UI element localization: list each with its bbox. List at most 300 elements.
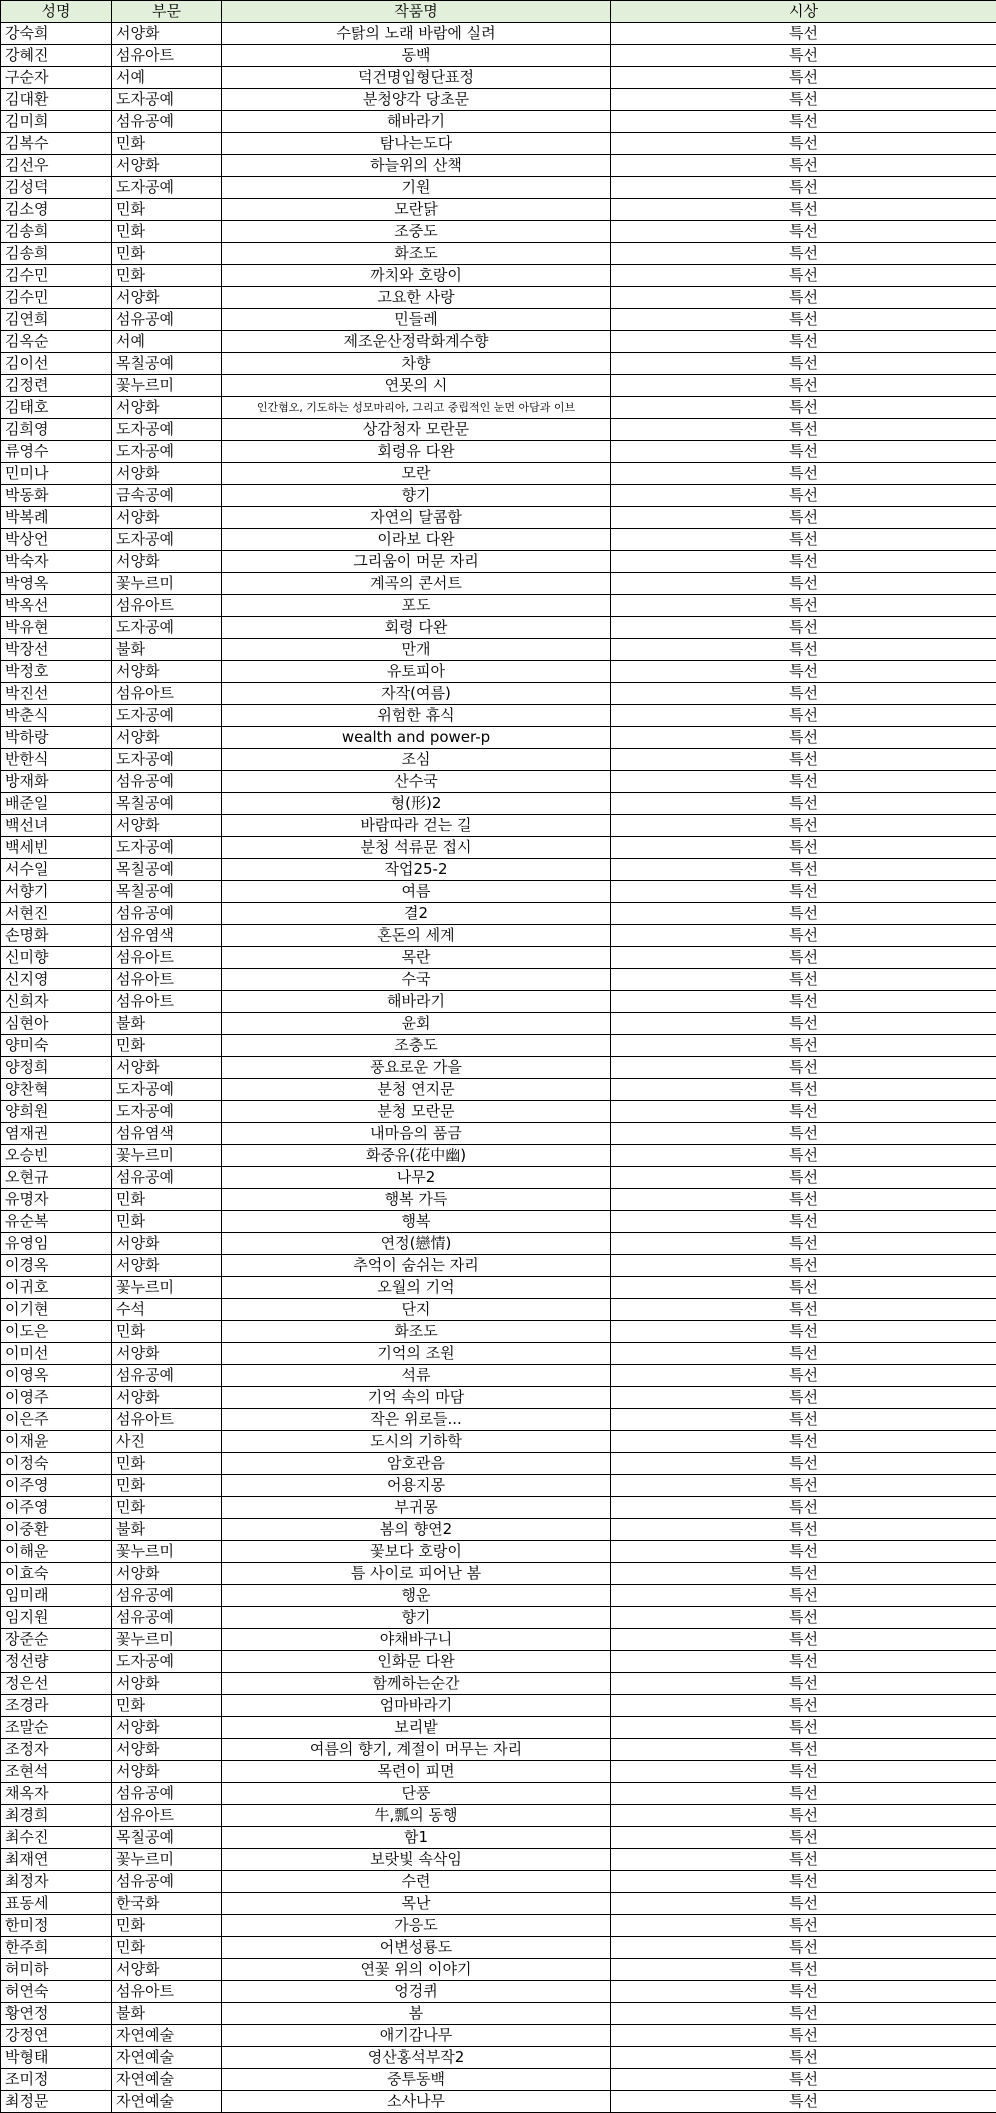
cell-category[interactable]: 한국화 [112, 1893, 222, 1915]
cell-award[interactable]: 특선 [611, 1321, 996, 1343]
cell-title[interactable]: 민들레 [222, 309, 611, 331]
cell-title[interactable]: 나무2 [222, 1167, 611, 1189]
cell-award[interactable]: 특선 [611, 1893, 996, 1915]
cell-category[interactable]: 민화 [112, 1915, 222, 1937]
cell-award[interactable]: 특선 [611, 45, 996, 67]
cell-category[interactable]: 민화 [112, 265, 222, 287]
cell-award[interactable]: 특선 [611, 683, 996, 705]
cell-title[interactable]: 연꽃 위의 이야기 [222, 1959, 611, 1981]
cell-award[interactable]: 특선 [611, 881, 996, 903]
cell-category[interactable]: 도자공예 [112, 705, 222, 727]
cell-title[interactable]: 기억 속의 마담 [222, 1387, 611, 1409]
cell-award[interactable]: 특선 [611, 287, 996, 309]
cell-award[interactable]: 특선 [611, 1629, 996, 1651]
cell-category[interactable]: 사진 [112, 1431, 222, 1453]
cell-name[interactable]: 김이선 [1, 353, 112, 375]
cell-name[interactable]: 이경옥 [1, 1255, 112, 1277]
cell-award[interactable]: 특선 [611, 1277, 996, 1299]
cell-category[interactable]: 꽃누르미 [112, 1277, 222, 1299]
cell-category[interactable]: 불화 [112, 1013, 222, 1035]
cell-title[interactable]: 분청양각 당초문 [222, 89, 611, 111]
cell-category[interactable]: 섬유아트 [112, 1409, 222, 1431]
cell-title[interactable]: 함1 [222, 1827, 611, 1849]
cell-name[interactable]: 양정희 [1, 1057, 112, 1079]
cell-award[interactable]: 특선 [611, 1013, 996, 1035]
cell-title[interactable]: 결2 [222, 903, 611, 925]
cell-category[interactable]: 서양화 [112, 1959, 222, 1981]
cell-title[interactable]: 조충도 [222, 1035, 611, 1057]
cell-title[interactable]: 목란 [222, 947, 611, 969]
cell-name[interactable]: 최정문 [1, 2091, 112, 2113]
cell-name[interactable]: 박하랑 [1, 727, 112, 749]
cell-category[interactable]: 민화 [112, 1189, 222, 1211]
cell-category[interactable]: 섬유공예 [112, 111, 222, 133]
cell-category[interactable]: 꽃누르미 [112, 1541, 222, 1563]
cell-name[interactable]: 김수민 [1, 287, 112, 309]
cell-name[interactable]: 이미선 [1, 1343, 112, 1365]
cell-name[interactable]: 황연정 [1, 2003, 112, 2025]
cell-category[interactable]: 섬유아트 [112, 969, 222, 991]
cell-name[interactable]: 정선량 [1, 1651, 112, 1673]
cell-title[interactable]: 수탉의 노래 바람에 실려 [222, 23, 611, 45]
cell-award[interactable]: 특선 [611, 2091, 996, 2113]
cell-name[interactable]: 이효숙 [1, 1563, 112, 1585]
cell-title[interactable]: 암호관음 [222, 1453, 611, 1475]
cell-title[interactable]: 이라보 다완 [222, 529, 611, 551]
header-name[interactable]: 성명 [1, 1, 112, 23]
cell-category[interactable]: 목칠공예 [112, 881, 222, 903]
cell-name[interactable]: 신미향 [1, 947, 112, 969]
cell-award[interactable]: 특선 [611, 485, 996, 507]
cell-category[interactable]: 민화 [112, 1695, 222, 1717]
cell-award[interactable]: 특선 [611, 2047, 996, 2069]
cell-award[interactable]: 특선 [611, 1453, 996, 1475]
cell-title[interactable]: 인간혐오, 기도하는 성모마리아, 그리고 중립적인 눈먼 아담과 이브 [222, 397, 611, 419]
cell-title[interactable]: 애기감나무 [222, 2025, 611, 2047]
cell-category[interactable]: 민화 [112, 1211, 222, 1233]
cell-name[interactable]: 오승빈 [1, 1145, 112, 1167]
cell-category[interactable]: 불화 [112, 2003, 222, 2025]
cell-award[interactable]: 특선 [611, 199, 996, 221]
cell-category[interactable]: 섬유아트 [112, 991, 222, 1013]
cell-name[interactable]: 이해운 [1, 1541, 112, 1563]
cell-title[interactable]: 작업25-2 [222, 859, 611, 881]
cell-title[interactable]: 유토피아 [222, 661, 611, 683]
cell-name[interactable]: 민미나 [1, 463, 112, 485]
cell-name[interactable]: 김희영 [1, 419, 112, 441]
cell-title[interactable]: 분청 석류문 접시 [222, 837, 611, 859]
cell-name[interactable]: 백선녀 [1, 815, 112, 837]
cell-name[interactable]: 신희자 [1, 991, 112, 1013]
cell-name[interactable]: 최경희 [1, 1805, 112, 1827]
cell-award[interactable]: 특선 [611, 1233, 996, 1255]
cell-category[interactable]: 목칠공예 [112, 793, 222, 815]
cell-name[interactable]: 심현아 [1, 1013, 112, 1035]
cell-name[interactable]: 이주영 [1, 1497, 112, 1519]
cell-name[interactable]: 조말순 [1, 1717, 112, 1739]
cell-title[interactable]: 만개 [222, 639, 611, 661]
cell-title[interactable]: 풍요로운 가을 [222, 1057, 611, 1079]
cell-category[interactable]: 섬유아트 [112, 947, 222, 969]
cell-name[interactable]: 양찬혁 [1, 1079, 112, 1101]
cell-title[interactable]: 기원 [222, 177, 611, 199]
cell-title[interactable]: 행복 [222, 1211, 611, 1233]
cell-name[interactable]: 김수민 [1, 265, 112, 287]
cell-title[interactable]: 내마음의 품금 [222, 1123, 611, 1145]
cell-title[interactable]: 형(形)2 [222, 793, 611, 815]
cell-category[interactable]: 서양화 [112, 1387, 222, 1409]
cell-name[interactable]: 신지영 [1, 969, 112, 991]
cell-award[interactable]: 특선 [611, 595, 996, 617]
cell-name[interactable]: 박영옥 [1, 573, 112, 595]
cell-name[interactable]: 허미하 [1, 1959, 112, 1981]
cell-title[interactable]: 까치와 호랑이 [222, 265, 611, 287]
cell-award[interactable]: 특선 [611, 265, 996, 287]
cell-name[interactable]: 한주희 [1, 1937, 112, 1959]
cell-name[interactable]: 박옥선 [1, 595, 112, 617]
cell-title[interactable]: 분청 연지문 [222, 1079, 611, 1101]
cell-title[interactable]: 엉겅퀴 [222, 1981, 611, 2003]
cell-name[interactable]: 양미숙 [1, 1035, 112, 1057]
cell-title[interactable]: 목난 [222, 1893, 611, 1915]
cell-title[interactable]: 인화문 다완 [222, 1651, 611, 1673]
cell-category[interactable]: 도자공예 [112, 1101, 222, 1123]
cell-category[interactable]: 서양화 [112, 287, 222, 309]
cell-category[interactable]: 서양화 [112, 507, 222, 529]
cell-category[interactable]: 섬유염색 [112, 1123, 222, 1145]
cell-name[interactable]: 김미희 [1, 111, 112, 133]
cell-award[interactable]: 특선 [611, 1849, 996, 1871]
cell-name[interactable]: 임미래 [1, 1585, 112, 1607]
cell-name[interactable]: 이귀호 [1, 1277, 112, 1299]
cell-category[interactable]: 섬유공예 [112, 309, 222, 331]
cell-award[interactable]: 특선 [611, 1299, 996, 1321]
cell-award[interactable]: 특선 [611, 2069, 996, 2091]
cell-category[interactable]: 서양화 [112, 397, 222, 419]
cell-category[interactable]: 도자공예 [112, 1079, 222, 1101]
cell-award[interactable]: 특선 [611, 551, 996, 573]
cell-name[interactable]: 손명화 [1, 925, 112, 947]
cell-name[interactable]: 이정숙 [1, 1453, 112, 1475]
cell-category[interactable]: 서양화 [112, 1761, 222, 1783]
cell-award[interactable]: 특선 [611, 1057, 996, 1079]
cell-award[interactable]: 특선 [611, 23, 996, 45]
cell-category[interactable]: 서양화 [112, 1057, 222, 1079]
cell-name[interactable]: 유명자 [1, 1189, 112, 1211]
cell-award[interactable]: 특선 [611, 1145, 996, 1167]
cell-category[interactable]: 수석 [112, 1299, 222, 1321]
cell-award[interactable]: 특선 [611, 639, 996, 661]
cell-name[interactable]: 김성덕 [1, 177, 112, 199]
cell-award[interactable]: 특선 [611, 397, 996, 419]
cell-name[interactable]: 양희원 [1, 1101, 112, 1123]
cell-title[interactable]: 보랏빛 속삭임 [222, 1849, 611, 1871]
cell-award[interactable]: 특선 [611, 1101, 996, 1123]
cell-title[interactable]: 엄마바라기 [222, 1695, 611, 1717]
cell-category[interactable]: 섬유아트 [112, 1981, 222, 2003]
cell-category[interactable]: 금속공예 [112, 485, 222, 507]
cell-name[interactable]: 박동화 [1, 485, 112, 507]
cell-title[interactable]: 수국 [222, 969, 611, 991]
cell-award[interactable]: 특선 [611, 947, 996, 969]
cell-title[interactable]: 부귀몽 [222, 1497, 611, 1519]
cell-award[interactable]: 특선 [611, 1783, 996, 1805]
cell-name[interactable]: 백세빈 [1, 837, 112, 859]
cell-name[interactable]: 김선우 [1, 155, 112, 177]
cell-category[interactable]: 섬유공예 [112, 1167, 222, 1189]
cell-category[interactable]: 도자공예 [112, 617, 222, 639]
cell-award[interactable]: 특선 [611, 859, 996, 881]
cell-name[interactable]: 박복례 [1, 507, 112, 529]
cell-name[interactable]: 서현진 [1, 903, 112, 925]
cell-category[interactable]: 도자공예 [112, 529, 222, 551]
cell-name[interactable]: 서향기 [1, 881, 112, 903]
cell-award[interactable]: 특선 [611, 1651, 996, 1673]
cell-award[interactable]: 특선 [611, 1541, 996, 1563]
cell-name[interactable]: 박상언 [1, 529, 112, 551]
cell-award[interactable]: 특선 [611, 155, 996, 177]
cell-category[interactable]: 서양화 [112, 1673, 222, 1695]
cell-category[interactable]: 서양화 [112, 1739, 222, 1761]
cell-award[interactable]: 특선 [611, 1673, 996, 1695]
cell-title[interactable]: 어용지몽 [222, 1475, 611, 1497]
cell-award[interactable]: 특선 [611, 353, 996, 375]
cell-award[interactable]: 특선 [611, 1695, 996, 1717]
cell-award[interactable]: 특선 [611, 1959, 996, 1981]
cell-category[interactable]: 불화 [112, 639, 222, 661]
cell-title[interactable]: 덕건명입형단표정 [222, 67, 611, 89]
cell-award[interactable]: 특선 [611, 1475, 996, 1497]
cell-award[interactable]: 특선 [611, 617, 996, 639]
cell-award[interactable]: 특선 [611, 1981, 996, 2003]
cell-name[interactable]: 이은주 [1, 1409, 112, 1431]
cell-name[interactable]: 강혜진 [1, 45, 112, 67]
cell-title[interactable]: 꽃보다 호랑이 [222, 1541, 611, 1563]
cell-award[interactable]: 특선 [611, 1827, 996, 1849]
cell-name[interactable]: 이재윤 [1, 1431, 112, 1453]
cell-name[interactable]: 허연숙 [1, 1981, 112, 2003]
cell-name[interactable]: 김송희 [1, 243, 112, 265]
cell-category[interactable]: 서양화 [112, 1255, 222, 1277]
cell-award[interactable]: 특선 [611, 1343, 996, 1365]
cell-title[interactable]: 해바라기 [222, 111, 611, 133]
cell-award[interactable]: 특선 [611, 1805, 996, 1827]
cell-category[interactable]: 꽃누르미 [112, 375, 222, 397]
cell-title[interactable]: 차향 [222, 353, 611, 375]
cell-title[interactable]: 향기 [222, 1607, 611, 1629]
cell-title[interactable]: 고요한 사랑 [222, 287, 611, 309]
cell-title[interactable]: 바람따라 걷는 길 [222, 815, 611, 837]
cell-title[interactable]: 중투동백 [222, 2069, 611, 2091]
cell-title[interactable]: 봄 [222, 2003, 611, 2025]
cell-title[interactable]: 작은 위로들... [222, 1409, 611, 1431]
cell-name[interactable]: 김복수 [1, 133, 112, 155]
cell-name[interactable]: 박정호 [1, 661, 112, 683]
cell-category[interactable]: 서양화 [112, 1717, 222, 1739]
cell-name[interactable]: 박유현 [1, 617, 112, 639]
cell-title[interactable]: 기억의 조원 [222, 1343, 611, 1365]
cell-category[interactable]: 섬유아트 [112, 683, 222, 705]
cell-award[interactable]: 특선 [611, 1585, 996, 1607]
cell-title[interactable]: 연못의 시 [222, 375, 611, 397]
cell-award[interactable]: 특선 [611, 991, 996, 1013]
cell-category[interactable]: 서양화 [112, 727, 222, 749]
cell-name[interactable]: 김송희 [1, 221, 112, 243]
cell-name[interactable]: 오현규 [1, 1167, 112, 1189]
cell-name[interactable]: 조경라 [1, 1695, 112, 1717]
cell-title[interactable]: 단풍 [222, 1783, 611, 1805]
cell-award[interactable]: 특선 [611, 1607, 996, 1629]
cell-award[interactable]: 특선 [611, 177, 996, 199]
cell-name[interactable]: 임지원 [1, 1607, 112, 1629]
cell-title[interactable]: 도시의 기하학 [222, 1431, 611, 1453]
cell-title[interactable]: 영산홍석부작2 [222, 2047, 611, 2069]
cell-category[interactable]: 섬유아트 [112, 1805, 222, 1827]
cell-title[interactable]: 牛,瓢의 동행 [222, 1805, 611, 1827]
cell-category[interactable]: 자연예술 [112, 2047, 222, 2069]
cell-category[interactable]: 꽃누르미 [112, 1629, 222, 1651]
cell-name[interactable]: 조정자 [1, 1739, 112, 1761]
cell-title[interactable]: 포도 [222, 595, 611, 617]
cell-title[interactable]: 단지 [222, 1299, 611, 1321]
cell-award[interactable]: 특선 [611, 1167, 996, 1189]
cell-category[interactable]: 민화 [112, 1035, 222, 1057]
cell-title[interactable]: 회령 다완 [222, 617, 611, 639]
cell-title[interactable]: 계곡의 콘서트 [222, 573, 611, 595]
cell-title[interactable]: 분청 모란문 [222, 1101, 611, 1123]
cell-name[interactable]: 염재권 [1, 1123, 112, 1145]
cell-title[interactable]: 행복 가득 [222, 1189, 611, 1211]
cell-award[interactable]: 특선 [611, 1409, 996, 1431]
cell-award[interactable]: 특선 [611, 925, 996, 947]
cell-award[interactable]: 특선 [611, 1035, 996, 1057]
cell-title[interactable]: 화중유(花中幽) [222, 1145, 611, 1167]
cell-award[interactable]: 특선 [611, 903, 996, 925]
cell-name[interactable]: 장준순 [1, 1629, 112, 1651]
cell-award[interactable]: 특선 [611, 727, 996, 749]
cell-title[interactable]: 해바라기 [222, 991, 611, 1013]
cell-title[interactable]: 탐나는도다 [222, 133, 611, 155]
cell-title[interactable]: 화조도 [222, 243, 611, 265]
cell-award[interactable]: 특선 [611, 111, 996, 133]
cell-award[interactable]: 특선 [611, 661, 996, 683]
cell-title[interactable]: 산수국 [222, 771, 611, 793]
cell-category[interactable]: 꽃누르미 [112, 573, 222, 595]
cell-category[interactable]: 섬유공예 [112, 1783, 222, 1805]
cell-name[interactable]: 김연희 [1, 309, 112, 331]
cell-award[interactable]: 특선 [611, 705, 996, 727]
cell-category[interactable]: 민화 [112, 1475, 222, 1497]
cell-category[interactable]: 꽃누르미 [112, 1849, 222, 1871]
cell-category[interactable]: 도자공예 [112, 89, 222, 111]
cell-category[interactable]: 섬유염색 [112, 925, 222, 947]
cell-title[interactable]: 수련 [222, 1871, 611, 1893]
header-award[interactable]: 시상 [611, 1, 996, 23]
cell-award[interactable]: 특선 [611, 1189, 996, 1211]
cell-award[interactable]: 특선 [611, 815, 996, 837]
cell-name[interactable]: 이영옥 [1, 1365, 112, 1387]
cell-award[interactable]: 특선 [611, 573, 996, 595]
cell-name[interactable]: 김정련 [1, 375, 112, 397]
cell-category[interactable]: 섬유공예 [112, 1871, 222, 1893]
cell-title[interactable]: 행운 [222, 1585, 611, 1607]
header-title[interactable]: 작품명 [222, 1, 611, 23]
cell-award[interactable]: 특선 [611, 89, 996, 111]
cell-category[interactable]: 민화 [112, 221, 222, 243]
cell-title[interactable]: 그리움이 머문 자리 [222, 551, 611, 573]
cell-award[interactable]: 특선 [611, 1937, 996, 1959]
cell-title[interactable]: 연정(戀情) [222, 1233, 611, 1255]
cell-category[interactable]: 서예 [112, 331, 222, 353]
cell-category[interactable]: 도자공예 [112, 177, 222, 199]
cell-name[interactable]: 이주영 [1, 1475, 112, 1497]
cell-category[interactable]: 목칠공예 [112, 859, 222, 881]
cell-award[interactable]: 특선 [611, 1497, 996, 1519]
cell-name[interactable]: 이영주 [1, 1387, 112, 1409]
cell-award[interactable]: 특선 [611, 1739, 996, 1761]
cell-category[interactable]: 민화 [112, 199, 222, 221]
cell-title[interactable]: wealth and power-p [222, 727, 611, 749]
cell-award[interactable]: 특선 [611, 133, 996, 155]
cell-category[interactable]: 민화 [112, 1453, 222, 1475]
cell-title[interactable]: 소사나무 [222, 2091, 611, 2113]
cell-category[interactable]: 섬유공예 [112, 1607, 222, 1629]
cell-name[interactable]: 최수진 [1, 1827, 112, 1849]
cell-name[interactable]: 최정자 [1, 1871, 112, 1893]
cell-award[interactable]: 특선 [611, 1079, 996, 1101]
cell-title[interactable]: 석류 [222, 1365, 611, 1387]
cell-category[interactable]: 섬유아트 [112, 45, 222, 67]
cell-award[interactable]: 특선 [611, 463, 996, 485]
cell-award[interactable]: 특선 [611, 749, 996, 771]
cell-title[interactable]: 여름의 향기, 계절이 머무는 자리 [222, 1739, 611, 1761]
cell-name[interactable]: 김소영 [1, 199, 112, 221]
cell-title[interactable]: 회령유 다완 [222, 441, 611, 463]
cell-name[interactable]: 이도은 [1, 1321, 112, 1343]
cell-category[interactable]: 서양화 [112, 1563, 222, 1585]
cell-category[interactable]: 서예 [112, 67, 222, 89]
cell-name[interactable]: 서수일 [1, 859, 112, 881]
cell-award[interactable]: 특선 [611, 1123, 996, 1145]
cell-award[interactable]: 특선 [611, 2003, 996, 2025]
cell-category[interactable]: 서양화 [112, 155, 222, 177]
cell-award[interactable]: 특선 [611, 1211, 996, 1233]
cell-name[interactable]: 박숙자 [1, 551, 112, 573]
cell-award[interactable]: 특선 [611, 419, 996, 441]
cell-name[interactable]: 류영수 [1, 441, 112, 463]
cell-award[interactable]: 특선 [611, 2025, 996, 2047]
cell-name[interactable]: 조미정 [1, 2069, 112, 2091]
cell-award[interactable]: 특선 [611, 837, 996, 859]
cell-category[interactable]: 섬유아트 [112, 595, 222, 617]
cell-award[interactable]: 특선 [611, 309, 996, 331]
cell-name[interactable]: 유영임 [1, 1233, 112, 1255]
cell-title[interactable]: 조심 [222, 749, 611, 771]
cell-title[interactable]: 봄의 향연2 [222, 1519, 611, 1541]
cell-title[interactable]: 야채바구니 [222, 1629, 611, 1651]
cell-award[interactable]: 특선 [611, 1387, 996, 1409]
cell-title[interactable]: 상감청자 모란문 [222, 419, 611, 441]
cell-name[interactable]: 반한식 [1, 749, 112, 771]
cell-name[interactable]: 박춘식 [1, 705, 112, 727]
cell-award[interactable]: 특선 [611, 243, 996, 265]
cell-category[interactable]: 섬유공예 [112, 771, 222, 793]
cell-category[interactable]: 서양화 [112, 1343, 222, 1365]
cell-category[interactable]: 섬유공예 [112, 1585, 222, 1607]
cell-category[interactable]: 자연예술 [112, 2025, 222, 2047]
cell-title[interactable]: 목련이 피면 [222, 1761, 611, 1783]
cell-title[interactable]: 향기 [222, 485, 611, 507]
